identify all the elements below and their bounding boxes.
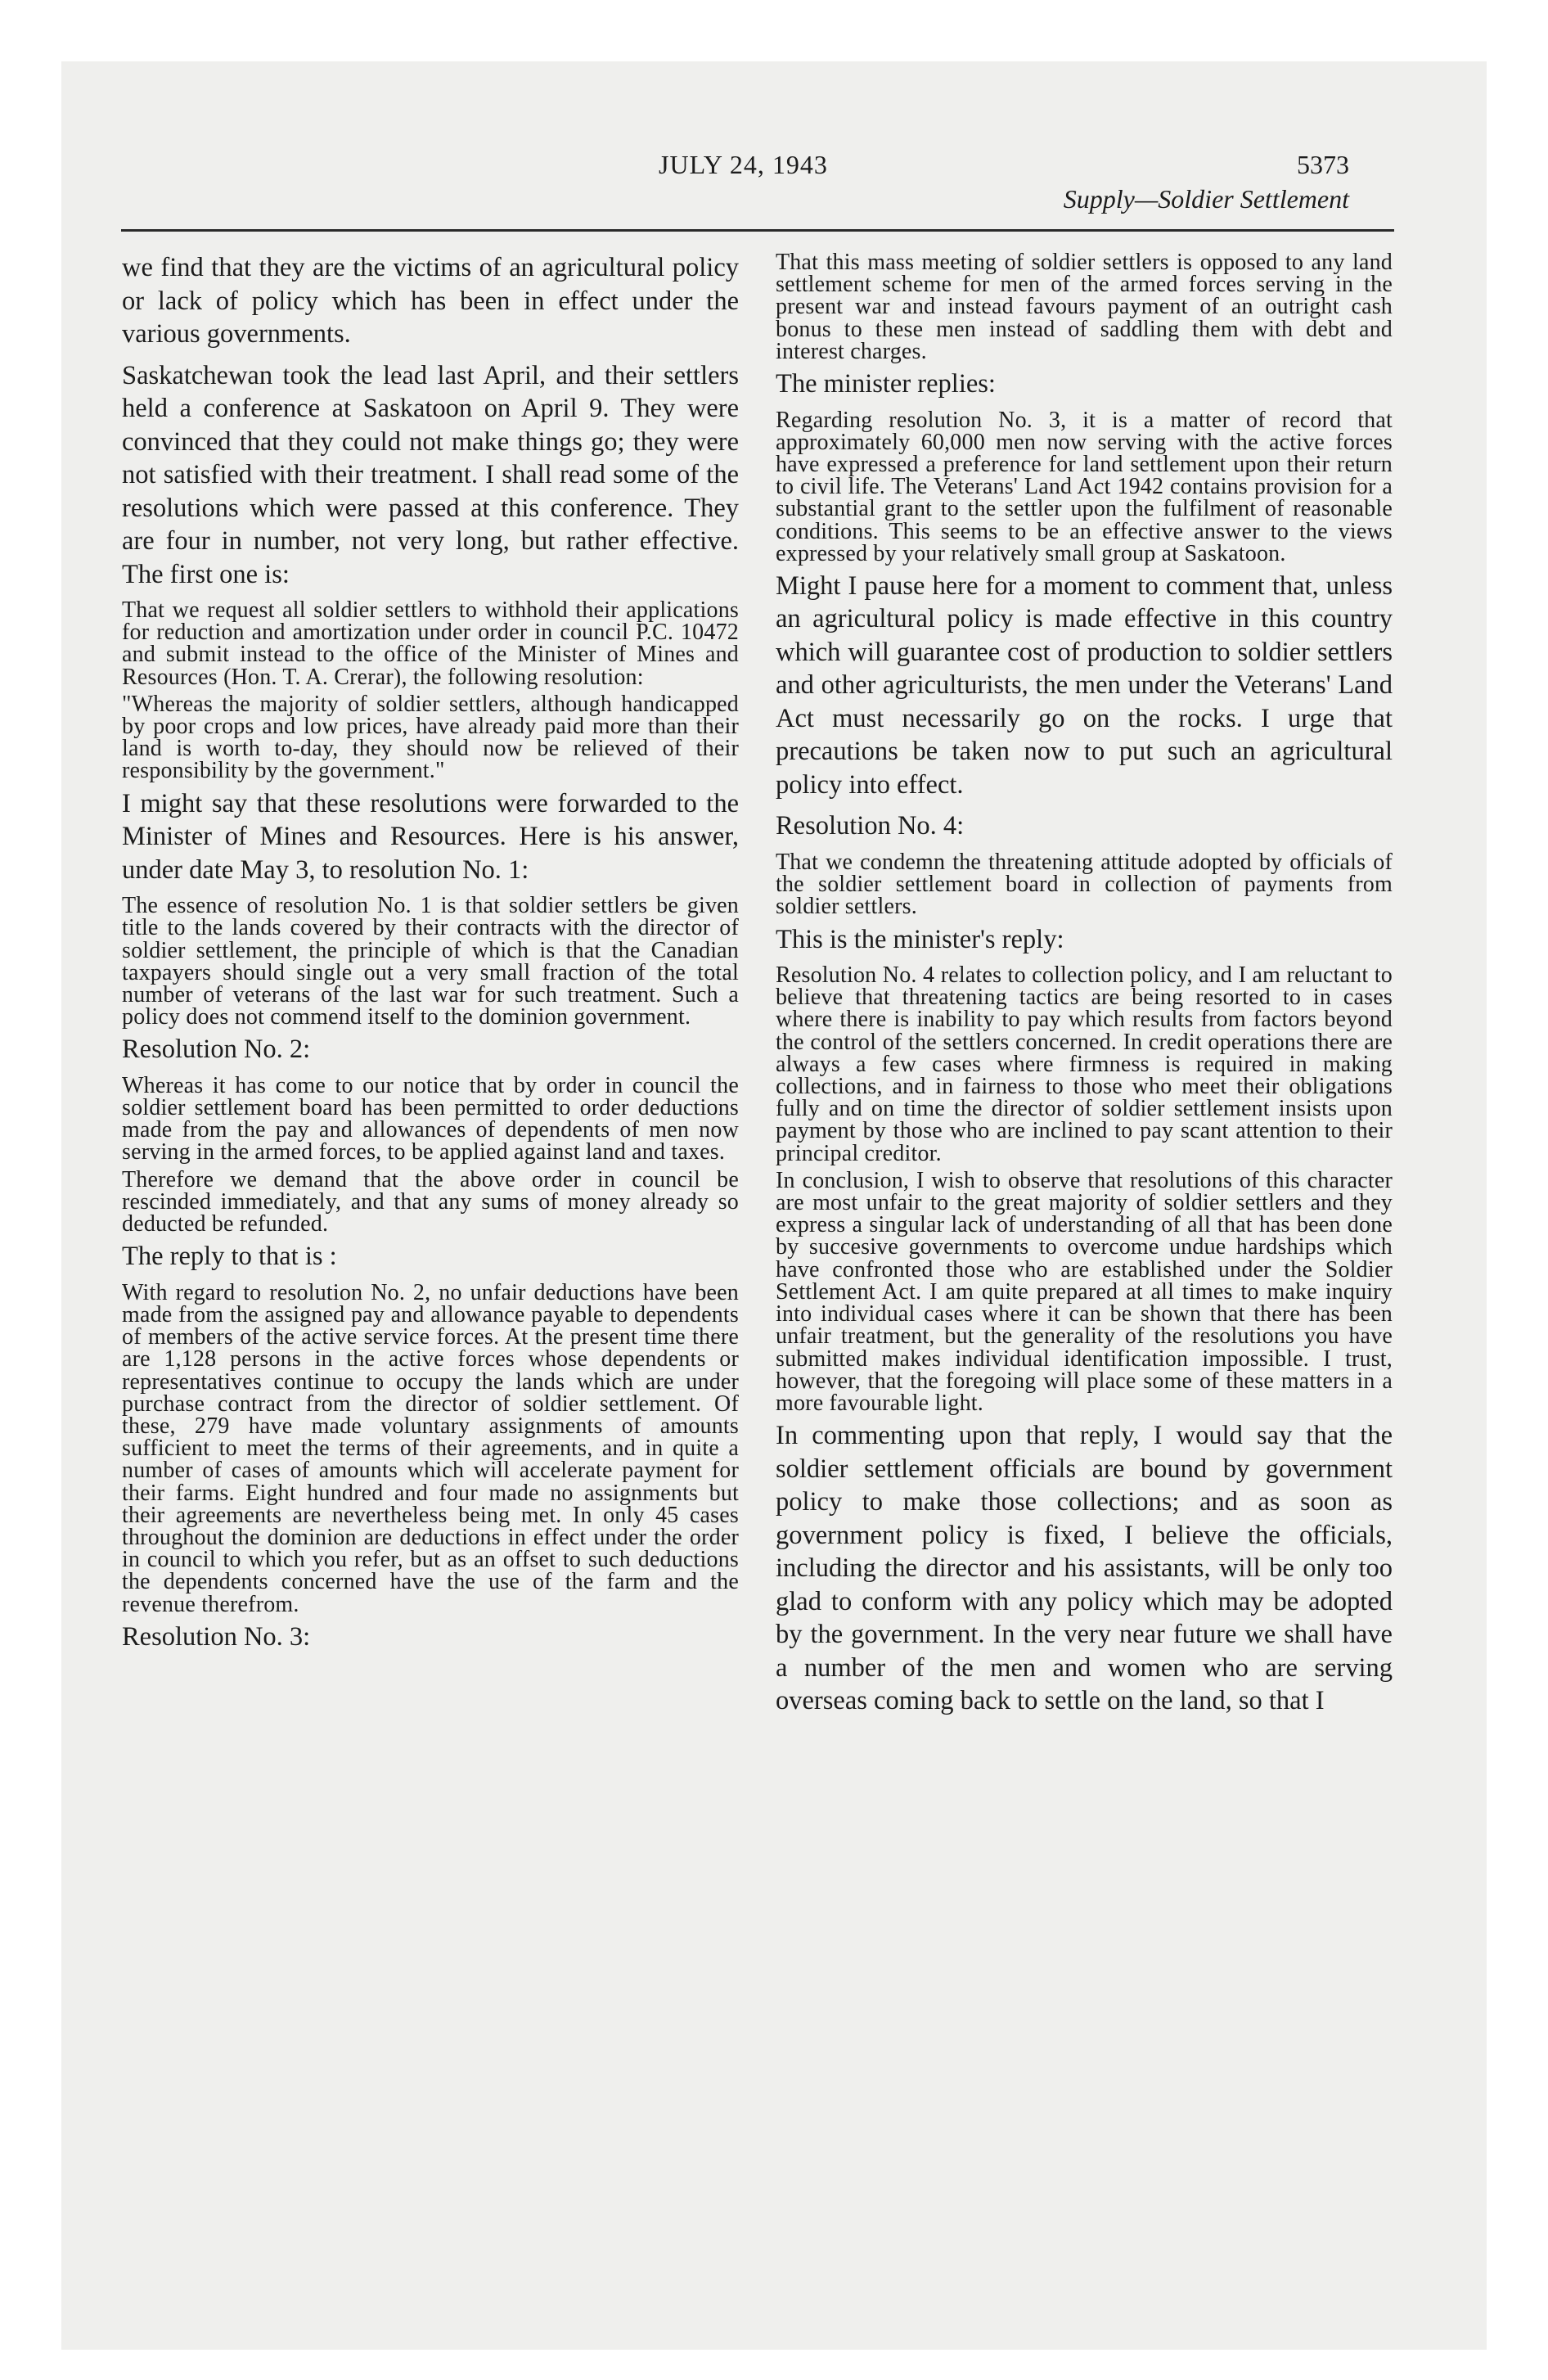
quoted-resolution: Whereas it has come to our notice that by order in council the soldier settlement board has been permitted to order deductions made from the pay and allowances of dependents of men now serving in the armed forces, to be applied against land and taxes. (122, 1072, 739, 1165)
quoted-resolution: That we condemn the threatening attitude adopted by officials of the soldier settlement board in collection of payments from soldier settlers. (776, 849, 1393, 920)
paragraph: Might I pause here for a moment to comment that, unless an agricultural policy is made effective in this country which will guarantee cost of production to soldier settlers and other agriculturists, the men under the Veterans' Land Act must necessarily go on the rocks. I urge that precautions be taken now to put such an agricultural policy into effect. (776, 570, 1393, 800)
left-column (122, 251, 739, 1661)
quoted-reply: Resolution No. 4 relates to collection policy, and I am reluctant to believe that threatening tactics are being resorted to in cases where there is inability to pay which results from factors beyond the control of the settlers concerned. In credit operations there are always a few cases where firmness is required in making collections, and in fairness to those who meet their obligations fully and on time the director of soldier settlement insists upon payment by those who are inclined to pay scant attention to their principal creditor. (776, 962, 1393, 1166)
paragraph: In commenting upon that reply, I would say that the soldier settlement officials are bound by government policy to make those collections; and as soon as government policy is fixed, I believe the officials, including the director and his assistants, will be only too glad to conform with any policy which may be adopted by the government. In the very near future we shall have a number of the men and women who are serving overseas coming back to settle on the land, so that I (776, 1421, 1393, 1716)
header-rule (121, 229, 1394, 232)
quoted-reply: The essence of resolution No. 1 is that soldier settlers be given title to the lands covered by their contracts with the director of soldier settlement, the principle of which is that the Canadian taxpayers should single out a very small fraction of the total number of veterans of the last war for such treatment. Such a policy does not commend itself to the dominion government. (122, 893, 739, 1030)
running-title: Supply—Soldier Settlement (1063, 184, 1349, 214)
right-column (776, 251, 1393, 1726)
paragraph: Saskatchewan took the lead last April, and their settlers held a conference at Saskatoon on April 9. They were convinced that they could not make things go; they were not satisfied with their treatment. I shall read some of the resolutions which were passed at this conference. They are four in number, not very long, but rather effective. The first one is: (122, 360, 739, 589)
quoted-reply: With regard to resolution No. 2, no unfair deductions have been made from the assigned pay and allowance payable to dependents of members of the active service forces. At the present time there are 1,128 persons in the active forces whose dependents or representatives continue to occupy the lands which are under purchase contract from the director of soldier settlement. Of these, 279 have made voluntary assignments of amounts sufficient to meet the terms of their agreements, and in quite a number of cases of amounts which will accelerate payment for their farms. Eight hundred and four made no assignments but their agreements are nevertheless being met. In only 45 cases throughout the dominion are deductions in effect under the order in council to which you refer, but as an offset to such deductions the dependents concerned have the use of the farm and the revenue therefrom. (122, 1279, 739, 1617)
page-header (61, 61, 1487, 225)
subheading: This is the minister's reply: (776, 924, 1064, 954)
paragraph: we find that they are the victims of an agricultural policy or lack of policy which has been in effect under the various governments. (122, 253, 739, 349)
scanned-page (61, 61, 1487, 2350)
header-date: JULY 24, 1943 (659, 150, 828, 179)
quoted-reply: In conclusion, I wish to observe that resolutions of this character are most unfair to the great majority of soldier settlers and they express a singular lack of understanding of all that has been done by succesive governments to overcome undue hardships which have confronted those who are established under the Soldier Settlement Act. I am quite prepared at all times to make inquiry into individual cases where it can be shown that there has been unfair treatment, but the generality of the resolutions you have submitted makes individual identification impossible. I trust, however, that the foregoing will place some of these matters in a more favourable light. (776, 1167, 1393, 1416)
quoted-reply: Regarding resolution No. 3, it is a matter of record that approximately 60,000 men now serving with the active forces have expressed a preference for land settlement upon their return to civil life. The Veterans' Land Act 1942 contains provision for a substantial grant to the settler upon the fulfilment of reasonable conditions. This seems to be an effective answer to the views expressed by your relatively small group at Saskatoon. (776, 407, 1393, 566)
paragraph: I might say that these resolutions were forwarded to the Minister of Mines and Resources. Here is his answer, under date May 3, to resolution No. 1: (122, 788, 739, 885)
quoted-resolution: Therefore we demand that the above order in council be rescinded immediately, and that any sums of money already so deducted be refunded. (122, 1166, 739, 1237)
subheading: Resolution No. 2: (122, 1034, 311, 1065)
subheading: The minister replies: (776, 369, 996, 399)
quoted-resolution: "Whereas the majority of soldier settlers, although handicapped by poor crops and low prices, have already paid more than their land is worth to-day, they should now be relieved of their responsibility by the government." (122, 691, 739, 784)
quoted-resolution: That this mass meeting of soldier settlers is opposed to any land settlement scheme for men of the armed forces serving in the present war and instead favours payment of an outright cash bonus to these men instead of saddling them with debt and interest charges. (776, 250, 1393, 364)
quoted-resolution: That we request all soldier settlers to withhold their applications for reduction and amortization under order in council P.C. 10472 and submit instead to the office of the Minister of Mines and Resources (Hon. T. A. Crerar), the following resolution: (122, 597, 739, 690)
page-number: 5373 (1297, 150, 1349, 179)
subheading: Resolution No. 3: (122, 1621, 311, 1652)
subheading: The reply to that is : (122, 1242, 337, 1272)
subheading: Resolution No. 4: (776, 811, 965, 841)
